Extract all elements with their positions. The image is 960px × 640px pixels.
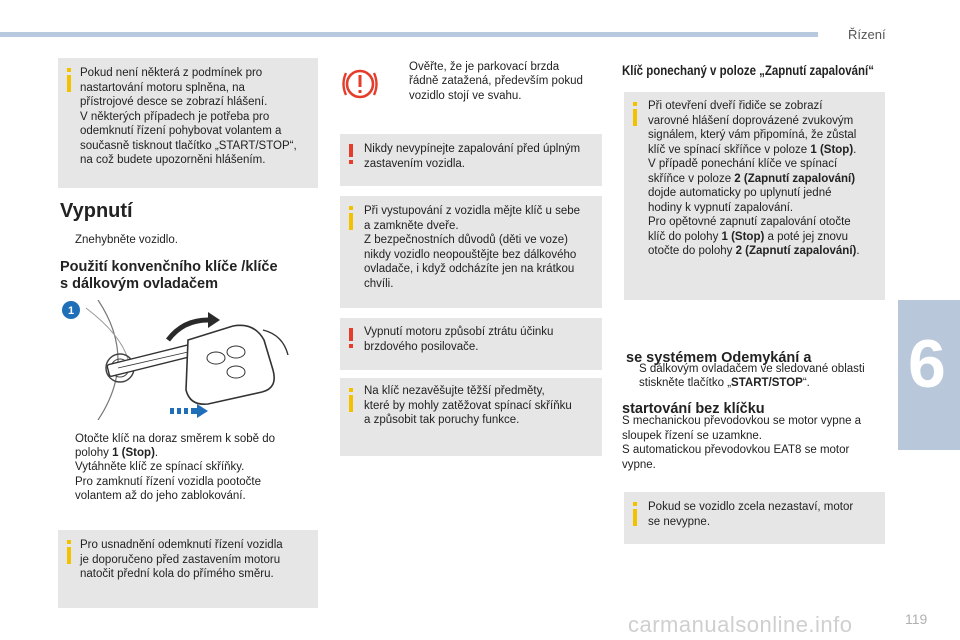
text-line: chvíli. [364,277,394,290]
bullet-item-cont: stiskněte tlačítko „START/STOP“. [639,377,810,389]
info-icon [630,502,640,526]
text-line: se nevypne. [648,515,711,528]
text-line: Pokud není některá z podmínek pro [80,67,263,79]
subheading-key: Použití konvenčního klíče /klíče s dálkovým ovladačem [60,259,278,292]
page-number: 119 [905,611,928,627]
text-line: Pokud se vozidlo zcela nezastaví, motor [648,501,854,513]
subheading-keyless: se systémem Odemykání a startování bez klíčku [622,350,812,417]
text-line: brzdového posilovače. [364,340,479,353]
header-rule [0,32,818,37]
text-line: zastavením vozidla. [364,157,465,170]
transmission-text [622,414,861,472]
step-item-cont: volantem až do jeho zablokování. [75,490,246,502]
section-title: Řízení [848,27,886,42]
text-line: odemknutí řízení pohybovat volantem a [80,125,282,137]
text-line: sloupek řízení se uzamkne. [622,429,762,442]
text-line: signálem, který vám připomíná, že zůstal [648,129,857,141]
text-line: klíč ve spínací skříňce v poloze 1 (Stop). [648,143,857,156]
info-icon [64,540,74,564]
text-line: Pro opětovné zapnutí zapalování otočte [648,216,851,228]
text-line: Nikdy nevypínejte zapalování před úplným [364,143,581,155]
exclamation-icon [347,144,355,164]
info-icon [346,206,356,230]
text-line: hodiny k vypnutí zapalování. [648,201,794,214]
exclamation-icon [347,328,355,348]
text-line: nastartování motoru splněna, na [80,81,245,94]
warning-box-brake-assist [340,318,602,370]
text-line: vypne. [622,458,656,471]
step-item-cont: polohy 1 (Stop). [75,447,159,459]
text-line: dojde automaticky po uplynutí jedné [648,187,832,199]
text-line: Z bezpečnostních důvodů (děti ve voze) [364,234,568,246]
text-line: otočte do polohy 2 (Zapnutí zapalování). [648,245,860,257]
text-line: a způsobit tak poruchy funkce. [364,414,520,426]
info-icon [64,68,74,92]
text-line: na což budete upozorněni hlášením. [80,154,266,166]
text-line: Při vystupování z vozidla mějte klíč u sebe [364,205,581,217]
text-line: V některých případech je potřeba pro [80,110,270,123]
heading-key-left-on: Klíč ponechaný v poloze „Zapnutí zapalování“ [622,62,874,78]
text-line: vozidlo stojí ve svahu. [409,90,522,102]
text-line: Pro usnadnění odemknutí řízení vozidla [80,539,283,551]
text-line: které by mohly zatěžovat spínací skříňku [364,399,572,412]
text-line: Při otevření dveří řidiče se zobrazí [648,100,823,112]
info-icon [346,388,356,412]
text-line: řádně zatažená, především pokud [409,75,583,87]
info-box-leaving [340,196,602,308]
warning-box-ignition [340,134,602,186]
callout-number: 1 [67,305,75,317]
text-line: a zamkněte dveře. [364,219,459,232]
text-line: Na klíč nezavěšujte těžší předměty, [364,385,545,397]
info-box-not-stopped [624,492,885,544]
info-box-conditions [58,58,318,188]
text-line: skříňce v poloze 2 (Zapnutí zapalování) [648,172,856,185]
info-icon [630,102,640,126]
text-line: S mechanickou převodovkou se motor vypne a [622,415,862,427]
warning-triangle-icon [340,64,380,104]
text-line: klíč do polohy 1 (Stop) a poté jej znovu [648,230,849,243]
text-line: S automatickou převodovkou EAT8 se motor [622,444,850,456]
text-line: Vypnutí motoru způsobí ztrátu účinku [364,326,554,338]
text-line: ovladače, i když odcházíte jen na krátkou [364,263,575,275]
info-box-heavy-objects [340,378,602,456]
info-box-key-left [624,92,885,300]
text-line: je doporučeno před zastavením motoru [80,553,281,566]
text-line: natočit přední kola do přímého směru. [80,568,274,580]
watermark: carmanualsonline.info [628,612,853,637]
heading-vypnuti: Vypnutí [60,200,133,222]
info-box-steering [58,530,318,608]
text-line: nikdy vozidlo neopouštějte bez dálkového [364,248,577,261]
key-turn-illustration [58,300,308,420]
text-line: V případě ponechání klíče ve spínací [648,158,838,170]
text-line: současně tisknout tlačítko „START/STOP“, [80,139,297,152]
text-line: varovné hlášení doprovázené zvukovým [648,114,854,127]
chapter-number: 6 [908,326,946,402]
text-line: přístrojové desce se zobrazí hlášení. [80,96,268,108]
